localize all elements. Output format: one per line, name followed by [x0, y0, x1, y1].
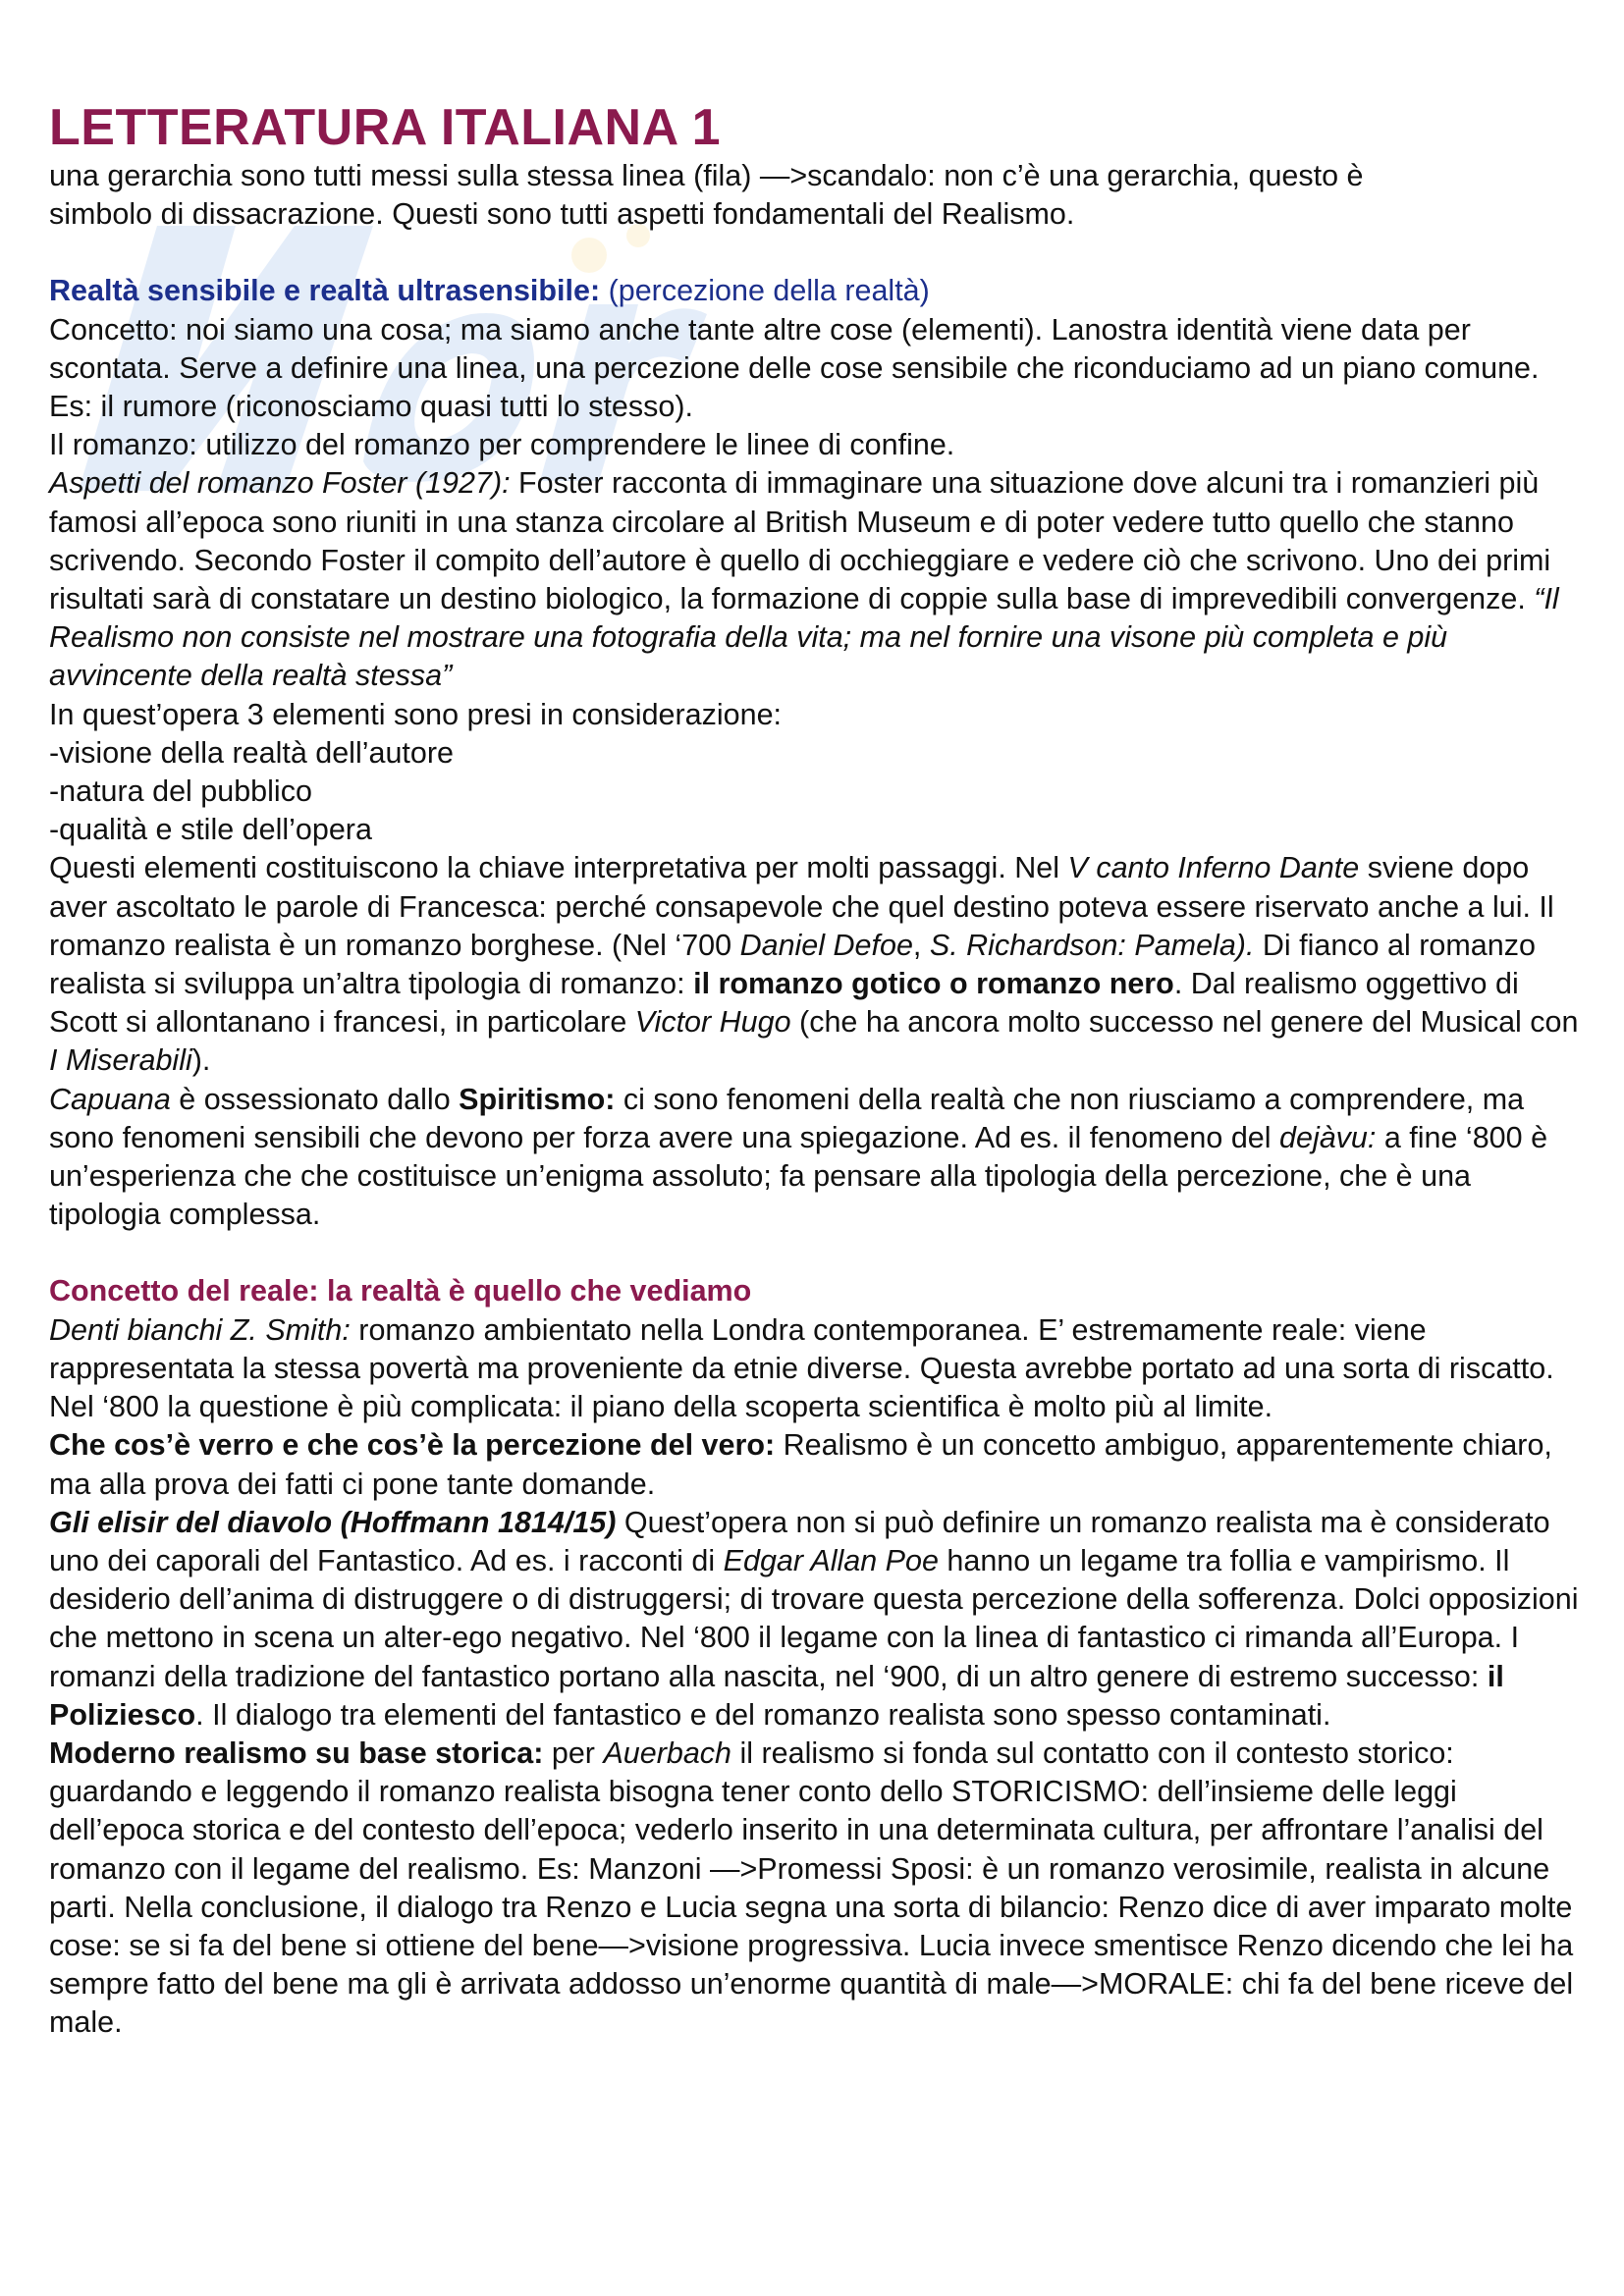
page-title: LETTERATURA ITALIANA 1	[49, 99, 722, 156]
paragraph-vero	[49, 1426, 1581, 1503]
author-name: S. Richardson: Pamela).	[929, 928, 1255, 962]
list-item: -qualità e stile dell’opera	[49, 813, 372, 847]
author-name: Auerbach	[603, 1735, 732, 1770]
paragraph-dante	[49, 849, 1581, 1080]
paragraph-text: ,	[912, 928, 930, 962]
paragraph: Nel ‘800 la questione è più complicata: il piano della scoperta scientifica è molto più al limite.	[49, 1390, 1273, 1424]
author-name: Edgar Allan Poe	[723, 1543, 939, 1577]
list-item: -visione della realtà dell’autore	[49, 735, 454, 770]
document-page	[49, 98, 1581, 2043]
paragraph-text: . Dal realismo oggettivo di Scott si allontanano i francesi, in particolare	[49, 967, 1519, 1040]
work-title: I Miserabili	[49, 1043, 192, 1078]
work-title: V canto Inferno Dante	[1067, 851, 1360, 885]
list-item: -natura del pubblico	[49, 774, 312, 809]
paragraph-text: è ossessionato dallo	[170, 1082, 460, 1116]
key-term: il Poliziesco	[49, 1659, 1504, 1732]
paragraph-line: una gerarchia sono tutti messi sulla stessa linea (fila) —>scandalo: non c’è una gerarchia, questo è	[49, 159, 1364, 192]
key-term: Moderno realismo su base storica:	[49, 1735, 544, 1770]
paragraph-text: . Il dialogo tra elementi del fantastico e del romanzo realista sono spesso contaminati.	[195, 1697, 1331, 1732]
key-term: Che cos’è verro e che cos’è la percezione del vero:	[49, 1428, 776, 1463]
work-title: Aspetti del romanzo Foster (1927):	[49, 466, 511, 501]
paragraph-text: Di fianco al romanzo realista si sviluppa un’altra tipologia di romanzo:	[49, 928, 1536, 1001]
section-heading-note: (percezione della realtà)	[600, 274, 930, 308]
paragraph-elisir	[49, 1504, 1581, 1735]
paragraph-capuana	[49, 1081, 1581, 1235]
paragraph-denti	[49, 1311, 1581, 1388]
paragraph-text: per	[543, 1735, 604, 1770]
paragraph-moderno	[49, 1735, 1581, 2043]
paragraph: Il romanzo: utilizzo del romanzo per comprendere le linee di confine.	[49, 428, 955, 462]
paragraph-text: a fine ‘800 è un’esperienza che che costituisce un’enigma assoluto; fa pensare alla tipologia della percezione, che è una tipologia complessa.	[49, 1120, 1548, 1232]
paragraph-text: Quest’opera non si può definire un romanzo realista ma è considerato uno dei caporali del Fantastico. Ad es. i racconti di	[49, 1505, 1550, 1577]
section-realta-sensibile	[49, 272, 1581, 1234]
author-name: Daniel Defoe	[739, 928, 913, 962]
author-name: Capuana	[49, 1082, 171, 1116]
section-concetto-reale	[49, 1272, 1581, 2042]
work-title: Denti bianchi Z. Smith:	[49, 1312, 351, 1347]
key-term: il romanzo gotico o romanzo nero	[693, 967, 1174, 1001]
paragraph-foster	[49, 464, 1581, 695]
paragraph: In quest’opera 3 elementi sono presi in considerazione:	[49, 697, 783, 731]
paragraph-text: hanno un legame tra follia e vampirismo. Il desiderio dell’anima di distruggere o di distruggersi; di trovare questa percezione della sofferenza. Dolci opposizioni che mettono in scena un alter-ego negativo. Nel ‘800 il legame con la linea di fantastico ci rimanda all’Europa. I romanzi della tradizione del fantastico portano alla nascita, nel ‘900, di un altro genere di estremo successo:	[49, 1543, 1579, 1693]
paragraph: Concetto: noi siamo una cosa; ma siamo anche tante altre cose (elementi). Lanostra identità viene data per scontata. Serve a definire una linea, una percezione delle cose sensibile che riconduciamo ad un piano comune. Es: il rumore (riconosciamo quasi tutti lo stesso).	[49, 312, 1540, 424]
section-heading: Realtà sensibile e realtà ultrasensibile:	[49, 274, 601, 308]
paragraph-text: Realismo è un concetto ambiguo, apparentemente chiaro, ma alla prova dei fatti ci pone tante domande.	[49, 1428, 1552, 1501]
paragraph-text: romanzo ambientato nella Londra contemporanea. E’ estremamente reale: viene rappresentata la stessa povertà ma proveniente da etnie diverse. Questa avrebbe portato ad una sorta di riscatto.	[49, 1312, 1554, 1385]
paragraph-text: Foster racconta di immaginare una situazione dove alcuni tra i romanzieri più famosi all’epoca sono riuniti in una stanza circolare al British Museum e di poter vedere tutto quello che stanno scrivendo. Secondo Foster il compito dell’autore è quello di occhieggiare e vedere ciò che scrivono. Uno dei primi risultati sarà di constatare un destino biologico, la formazione di coppie sulla base di imprevedibili convergenze.	[49, 466, 1551, 616]
key-term: Spiritismo:	[459, 1082, 616, 1116]
paragraph-text: (che ha ancora molto successo nel genere del Musical con	[790, 1005, 1579, 1040]
paragraph-line: simbolo di dissacrazione. Questi sono tutti aspetti fondamentali del Realismo.	[49, 197, 1075, 232]
author-name: Victor Hugo	[634, 1005, 791, 1040]
paragraph-text: ).	[191, 1043, 211, 1078]
paragraph-text: il realismo si fonda sul contatto con il contesto storico: guardando e leggendo il romanzo realista bisogna tener conto dello STORICISMO: dell’insieme delle leggi dell’epoca storica e del contesto dell’epoca; vederlo inserito in una determinata cultura, per affrontare l’analisi del romanzo con il legame del realismo. Es: Manzoni —>Promessi Sposi: è un romanzo verosimile, realista in alcune parti. Nella conclusione, il dialogo tra Renzo e Lucia segna una sorta di bilancio: Renzo dice di aver imparato molte cose: se si fa del bene si ottiene del bene—>visione progressiva. Lucia invece smentisce Renzo dicendo che lei ha sempre fatto del bene ma gli è arrivata addosso un’enorme quantità di male—>MORALE: chi fa del bene riceve del male.	[49, 1735, 1574, 2040]
section-heading: Concetto del reale: la realtà è quello che vediamo	[49, 1274, 752, 1308]
work-title: Gli elisir del diavolo (Hoffmann 1814/15)	[49, 1505, 617, 1539]
key-term: dejàvu:	[1279, 1120, 1377, 1154]
document-body	[49, 157, 1581, 2043]
paragraph-text: Questi elementi costituiscono la chiave interpretativa per molti passaggi. Nel	[49, 851, 1068, 885]
paragraph-text: ci sono fenomeni della realtà che non riusciamo a comprendere, ma sono fenomeni sensibili che devono per forza avere una spiegazione. Ad es. il fenomeno del	[49, 1082, 1525, 1154]
paragraph-text: sviene dopo aver ascoltato le parole di Francesca: perché consapevole che quel destino poteva essere riservato anche a lui. Il romanzo realista è un romanzo borghese. (Nel ‘700	[49, 851, 1554, 962]
quote: “Il Realismo non consiste nel mostrare una fotografia della vita; ma nel fornire una visone più completa e più avvincente della realtà stessa”	[49, 582, 1559, 693]
